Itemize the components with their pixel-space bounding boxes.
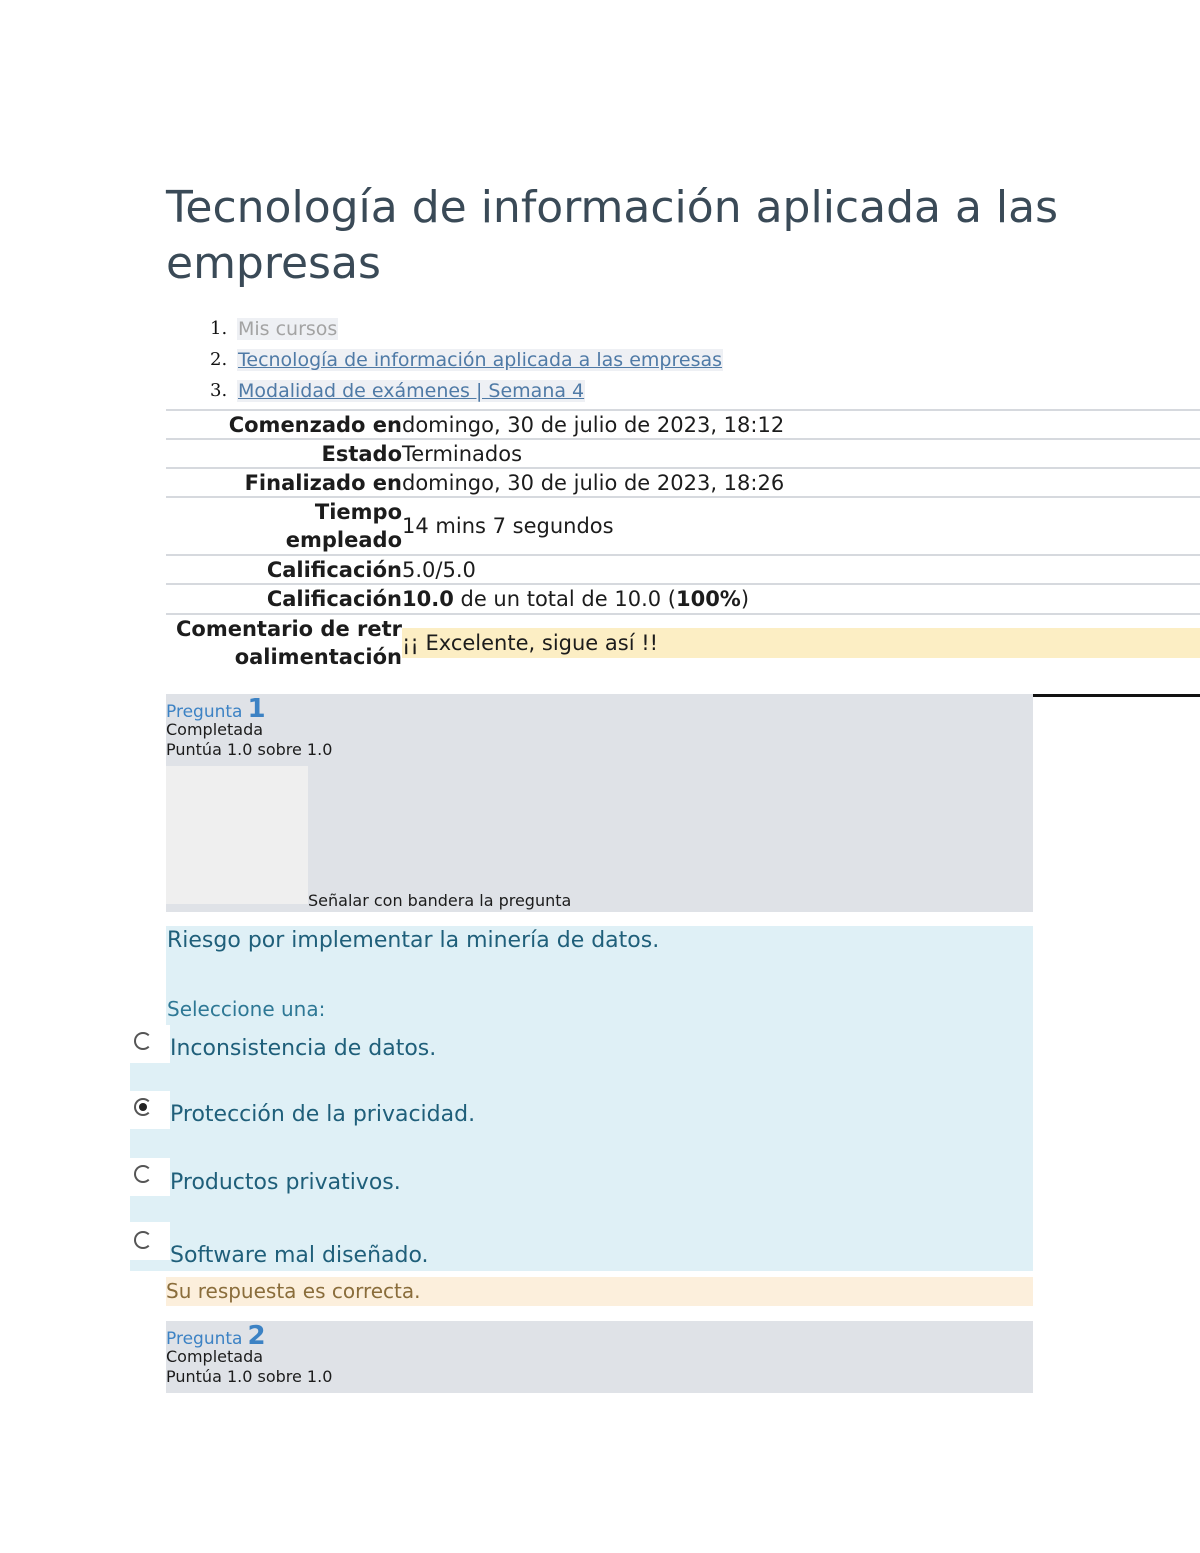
summary-row-grade bbox=[166, 554, 1200, 583]
breadcrumb bbox=[210, 316, 723, 409]
option-1-radio[interactable] bbox=[134, 1032, 152, 1050]
breadcrumb-item[interactable] bbox=[210, 347, 723, 378]
started-label: Comenzado en bbox=[228, 413, 402, 437]
question-prefix: Pregunta bbox=[166, 1329, 243, 1349]
started-value: domingo, 30 de julio de 2023, 18:12 bbox=[402, 412, 785, 437]
grade-score: 10.0 bbox=[402, 587, 454, 611]
state-value: Terminados bbox=[402, 441, 523, 466]
grade-total-label: Calificación bbox=[266, 587, 402, 611]
option-2-radio[interactable] bbox=[134, 1098, 152, 1116]
question-status: Completada bbox=[166, 720, 264, 739]
summary-row-grade-total bbox=[166, 583, 1200, 613]
question-prefix: Pregunta bbox=[166, 702, 243, 722]
question-1-info bbox=[166, 694, 1033, 912]
summary-row-state bbox=[166, 438, 1200, 467]
question-2-heading bbox=[166, 1321, 1033, 1351]
breadcrumb-number: 2. bbox=[210, 349, 228, 370]
time-value: 14 mins 7 segundos bbox=[402, 514, 614, 538]
page-title: Tecnología de información aplicada a las empresas bbox=[166, 182, 1059, 289]
summary-row-started bbox=[166, 409, 1200, 438]
answer-feedback: Su respuesta es correcta. bbox=[166, 1277, 1033, 1306]
flag-question-link[interactable]: Señalar con bandera la pregunta bbox=[308, 891, 572, 910]
summary-row-time bbox=[166, 496, 1200, 554]
summary-row-feedback bbox=[166, 613, 1200, 697]
question-points: Puntúa 1.0 sobre 1.0 bbox=[166, 1367, 333, 1386]
time-label: Tiempo empleado bbox=[285, 500, 402, 552]
option-gap bbox=[130, 1063, 166, 1091]
option-gap bbox=[130, 1196, 166, 1222]
question-status: Completada bbox=[166, 1347, 264, 1366]
state-label: Estado bbox=[321, 442, 402, 466]
option-4-radio[interactable] bbox=[134, 1231, 152, 1249]
question-2-info bbox=[166, 1321, 1033, 1393]
breadcrumb-link-exam-week[interactable]: Modalidad de exámenes | Semana 4 bbox=[238, 380, 585, 402]
finished-label: Finalizado en bbox=[244, 471, 402, 495]
breadcrumb-item[interactable] bbox=[210, 316, 723, 347]
summary-row-finished bbox=[166, 467, 1200, 496]
grade-label: Calificación bbox=[266, 558, 402, 582]
question-text: Riesgo por implementar la minería de datos. bbox=[167, 928, 660, 953]
attempt-summary-table bbox=[166, 409, 1200, 697]
feedback-value: ¡¡ Excelente, sigue así !! bbox=[402, 628, 1200, 658]
breadcrumb-link-course[interactable]: Tecnología de información aplicada a las empresas bbox=[238, 349, 723, 371]
question-1-heading bbox=[166, 694, 1033, 724]
breadcrumb-item[interactable] bbox=[210, 378, 723, 409]
grade-total-text: de un total de 10.0 ( bbox=[453, 587, 676, 611]
question-number: 2 bbox=[247, 1321, 266, 1351]
breadcrumb-number: 3. bbox=[210, 380, 228, 401]
select-prompt: Seleccione una: bbox=[167, 997, 326, 1021]
option-4-label[interactable]: Software mal diseñado. bbox=[170, 1243, 429, 1268]
option-gap bbox=[130, 1260, 166, 1271]
option-3-radio[interactable] bbox=[134, 1165, 152, 1183]
grade-total-value bbox=[402, 585, 1200, 613]
feedback-label: Comentario de retroalimentación bbox=[176, 617, 402, 669]
grade-value: 5.0/5.0 bbox=[402, 557, 476, 582]
finished-value: domingo, 30 de julio de 2023, 18:26 bbox=[402, 470, 785, 495]
option-1-label[interactable]: Inconsistencia de datos. bbox=[170, 1036, 437, 1061]
breadcrumb-link-mis-cursos[interactable]: Mis cursos bbox=[238, 318, 338, 340]
option-2-label[interactable]: Protección de la privacidad. bbox=[170, 1102, 476, 1127]
option-3-label[interactable]: Productos privativos. bbox=[170, 1170, 401, 1195]
breadcrumb-number: 1. bbox=[210, 318, 228, 339]
flag-area bbox=[166, 766, 308, 904]
question-number: 1 bbox=[247, 694, 266, 724]
grade-percent: 100% bbox=[675, 587, 741, 611]
question-1-content bbox=[166, 926, 1033, 1271]
grade-close: ) bbox=[740, 587, 750, 611]
question-points: Puntúa 1.0 sobre 1.0 bbox=[166, 740, 333, 759]
option-gap bbox=[130, 1129, 166, 1158]
